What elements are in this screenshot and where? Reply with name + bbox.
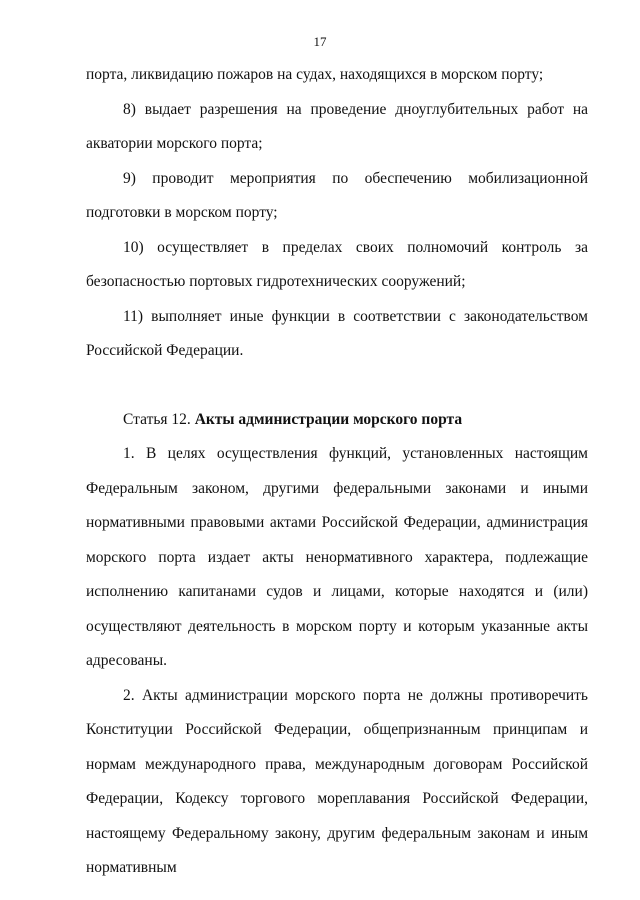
document-body [86,58,588,886]
list-item-10: 10) осуществляет в пределах своих полномочий контроль за безопасностью портовых гидротехнических сооружений; [86,238,588,290]
article-paragraph-1: 1. В целях осуществления функций, установленных настоящим Федеральным законом, другими федеральными законами и иными нормативными правовыми актами Российской Федерации, администрация морского порта издает акты ненормативного характера, подлежащие исполнению капитанами судов и лицами, которые находятся и (или) осуществляют деятельность в морском порту и которым указанные акты адресованы. [86,445,588,669]
article-title: Акты администрации морского порта [194,410,463,428]
article-heading [86,369,588,438]
paragraph-continuation: порта, ликвидацию пожаров на судах, находящихся в морском порту; [86,66,544,83]
list-item-8: 8) выдает разрешения на проведение дноуглубительных работ на акватории морского порта; [86,100,588,152]
article-paragraph-2: 2. Акты администрации морского порта не должны противоречить Конституции Российской Федерации, общепризнанным принципам и нормам международного права, международным договорам Российской Федерации, Кодексу торгового мореплавания Российской Федерации, настоящему Федеральному закону, другим федеральным законам и иным нормативным [86,686,588,876]
list-item-11: 11) выполняет иные функции в соответствии с законодательством Российской Федерации. [86,307,588,359]
page-number: 17 [313,34,327,49]
list-item-9: 9) проводит мероприятия по обеспечению мобилизационной подготовки в морском порту; [86,169,588,221]
article-prefix: Статья 12. [123,410,191,428]
